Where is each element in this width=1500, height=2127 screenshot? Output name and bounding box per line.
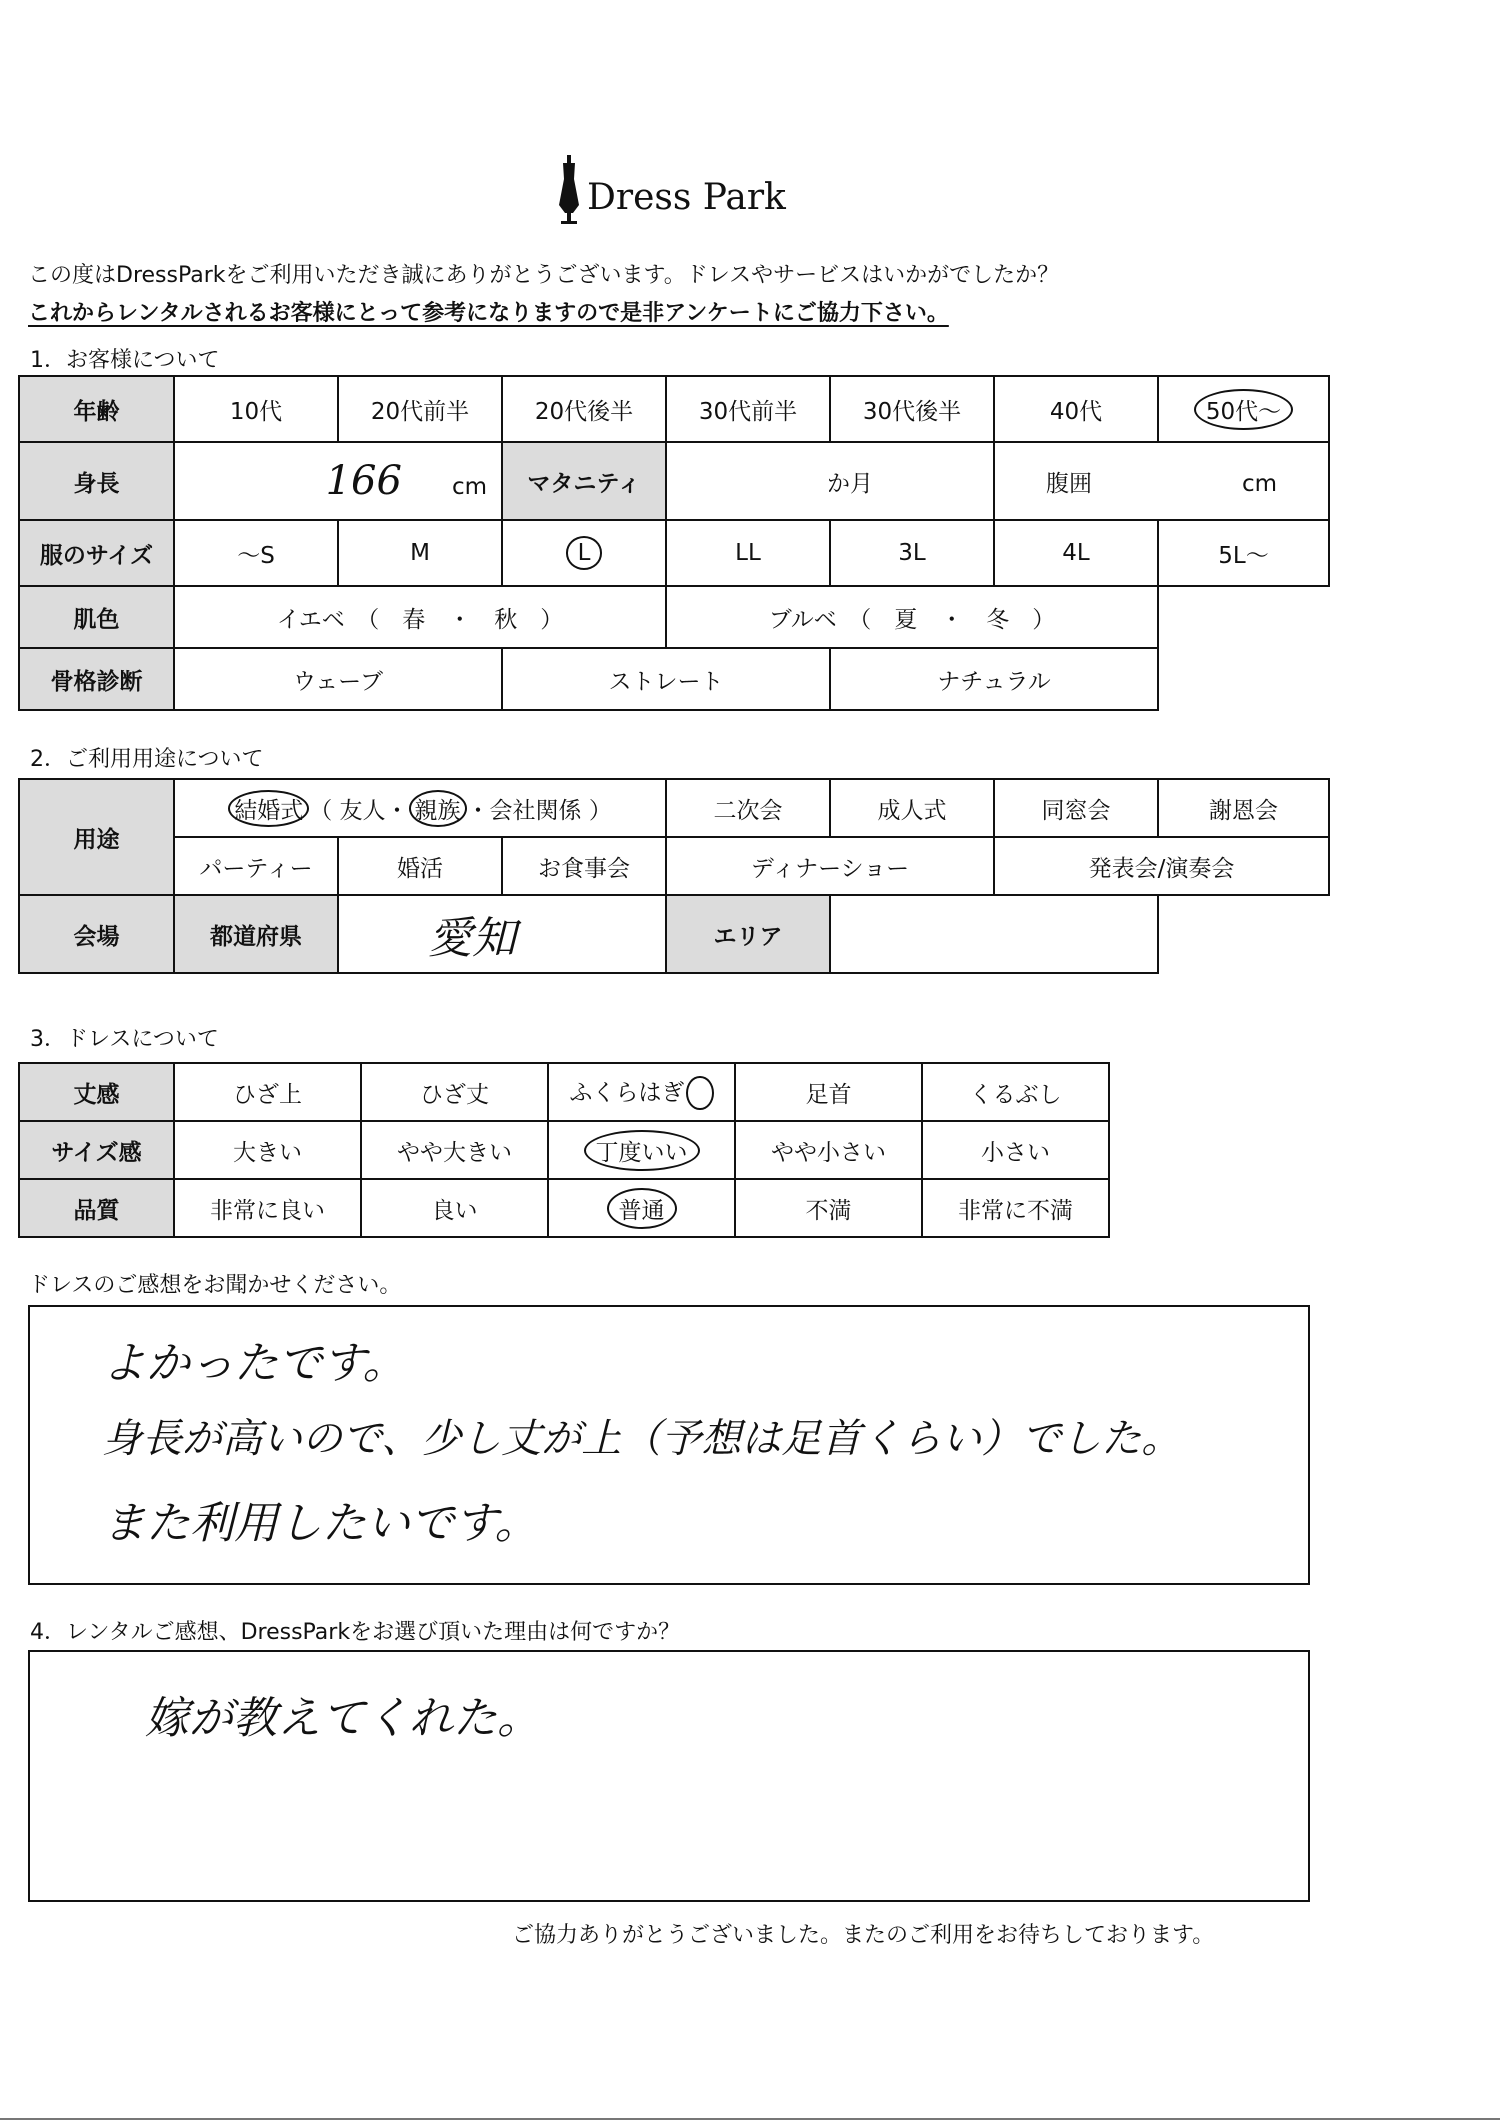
wedding-detail-post: ・会社関係 ） [466, 797, 612, 824]
length-option[interactable]: くるぶし [922, 1063, 1109, 1121]
dress-icon [555, 155, 583, 225]
frame-option[interactable]: ウェーブ [174, 648, 502, 710]
section-3-title: 3．ドレスについて [30, 1027, 219, 1052]
purpose-option[interactable]: 成人式 [830, 779, 994, 837]
length-selected: ふくらはぎ [569, 1080, 685, 1106]
prefecture-label: 都道府県 [174, 895, 338, 973]
prefecture-field[interactable] [338, 895, 666, 973]
quality-option-selected[interactable] [548, 1179, 735, 1237]
quality-option[interactable]: 不満 [735, 1179, 922, 1237]
purpose-option[interactable]: 謝恩会 [1158, 779, 1329, 837]
frame-row [19, 648, 1329, 710]
height-unit: cm [451, 474, 487, 500]
maternity-months-field[interactable] [666, 442, 994, 520]
fit-selected-circle: 丁度いい [584, 1130, 700, 1171]
waist-unit: cm [1241, 470, 1278, 497]
age-option[interactable]: 40代 [994, 376, 1158, 442]
fit-option[interactable]: やや大きい [361, 1121, 548, 1179]
scan-edge-line [0, 2118, 1500, 2120]
purpose-option[interactable]: 発表会/演奏会 [994, 837, 1329, 895]
frame-label: 骨格診断 [19, 648, 174, 710]
wedding-circled: 結婚式 [228, 790, 309, 827]
months-unit: か月 [827, 470, 873, 497]
size-option[interactable]: 〜S [174, 520, 338, 586]
fit-option[interactable]: やや小さい [735, 1121, 922, 1179]
purpose-label: 用途 [19, 779, 174, 895]
logo-text: Dress Park [587, 177, 786, 218]
area-field[interactable] [830, 895, 1158, 973]
age-option[interactable]: 20代前半 [338, 376, 502, 442]
length-option[interactable]: ひざ丈 [361, 1063, 548, 1121]
intro-line-1: この度はDressParkをご利用いただき誠にありがとうございます。ドレスやサービスはいかがでしたか？ [28, 263, 1060, 288]
dress-table [18, 1062, 1110, 1238]
age-row [19, 376, 1329, 442]
waist-label: 腹囲 [1045, 470, 1092, 497]
section-2-title: 2．ご利用用途について [30, 747, 264, 772]
fit-option[interactable]: 大きい [174, 1121, 361, 1179]
frame-option[interactable]: ストレート [502, 648, 830, 710]
maternity-label: マタニティ [502, 442, 666, 520]
size-label: 服のサイズ [19, 520, 174, 586]
height-label: 身長 [19, 442, 174, 520]
age-option[interactable]: 30代前半 [666, 376, 830, 442]
height-row [19, 442, 1329, 520]
quality-row [19, 1179, 1109, 1237]
prefecture-value: 愛知 [428, 913, 517, 964]
size-selected-circle: L [566, 536, 603, 570]
size-option[interactable]: 5L〜 [1158, 520, 1329, 586]
purpose-option[interactable]: お食事会 [502, 837, 666, 895]
purpose-option[interactable]: パーティー [174, 837, 338, 895]
purpose-row-2 [19, 837, 1329, 895]
length-row [19, 1063, 1109, 1121]
age-option[interactable]: 10代 [174, 376, 338, 442]
age-label: 年齢 [19, 376, 174, 442]
quality-option[interactable]: 良い [361, 1179, 548, 1237]
dress-comment-prompt: ドレスのご感想をお聞かせください。 [28, 1273, 402, 1298]
fit-row [19, 1121, 1109, 1179]
logo [555, 155, 795, 230]
length-check-circle [686, 1076, 713, 1110]
age-selected-circle: 50代〜 [1194, 389, 1293, 430]
quality-label: 品質 [19, 1179, 174, 1237]
length-label: 丈感 [19, 1063, 174, 1121]
age-option-selected[interactable] [1158, 376, 1329, 442]
size-option-selected[interactable] [502, 520, 666, 586]
relatives-circled: 親族 [409, 790, 467, 827]
purpose-option[interactable]: 婚活 [338, 837, 502, 895]
size-option[interactable]: 4L [994, 520, 1158, 586]
purpose-table [18, 778, 1330, 974]
height-field[interactable] [174, 442, 502, 520]
comment-line: また利用したいです。 [102, 1498, 539, 1549]
area-label: エリア [666, 895, 830, 973]
length-option[interactable]: 足首 [735, 1063, 922, 1121]
skin-blue[interactable]: ブルベ （ 夏 ・ 冬 ） [666, 586, 1158, 648]
length-option-selected[interactable] [548, 1063, 735, 1121]
size-option[interactable]: M [338, 520, 502, 586]
section-1-title: 1．お客様について [30, 348, 220, 373]
age-option[interactable]: 30代後半 [830, 376, 994, 442]
wedding-option[interactable] [174, 779, 666, 837]
section-4-title: 4．レンタルご感想、DressParkをお選び頂いた理由は何ですか？ [30, 1620, 681, 1645]
fit-label: サイズ感 [19, 1121, 174, 1179]
size-row [19, 520, 1329, 586]
size-option[interactable]: LL [666, 520, 830, 586]
purpose-row-1 [19, 779, 1329, 837]
comment-line: よかったです。 [102, 1338, 407, 1389]
age-option[interactable]: 20代後半 [502, 376, 666, 442]
fit-option[interactable]: 小さい [922, 1121, 1109, 1179]
skin-yellow[interactable]: イエベ （ 春 ・ 秋 ） [174, 586, 666, 648]
customer-table [18, 375, 1330, 711]
quality-option[interactable]: 非常に良い [174, 1179, 361, 1237]
frame-option[interactable]: ナチュラル [830, 648, 1158, 710]
dress-comment-box[interactable] [28, 1305, 1310, 1585]
footer-thanks: ご協力ありがとうございました。またのご利用をお待ちしております。 [512, 1923, 1215, 1948]
wedding-detail-pre: （ 友人・ [309, 797, 409, 824]
size-option[interactable]: 3L [830, 520, 994, 586]
skin-label: 肌色 [19, 586, 174, 648]
purpose-option[interactable]: ディナーショー [666, 837, 994, 895]
quality-selected-circle: 普通 [607, 1188, 677, 1229]
venue-row [19, 895, 1329, 973]
waist-field[interactable] [994, 442, 1329, 520]
skin-row [19, 586, 1329, 648]
reason-box[interactable] [28, 1650, 1310, 1902]
comment-line: 身長が高いので、少し丈が上（予想は足首くらい）でした。 [102, 1416, 1182, 1462]
quality-option[interactable]: 非常に不満 [922, 1179, 1109, 1237]
venue-label: 会場 [19, 895, 174, 973]
reason-answer: 嫁が教えてくれた。 [145, 1693, 541, 1744]
purpose-option[interactable]: 二次会 [666, 779, 830, 837]
height-value: 166 [325, 458, 402, 504]
intro-line-2: これからレンタルされるお客様にとって参考になりますので是非アンケートにご協力下さい。 [28, 301, 949, 326]
length-option[interactable]: ひざ上 [174, 1063, 361, 1121]
fit-option-selected[interactable] [548, 1121, 735, 1179]
purpose-option[interactable]: 同窓会 [994, 779, 1158, 837]
